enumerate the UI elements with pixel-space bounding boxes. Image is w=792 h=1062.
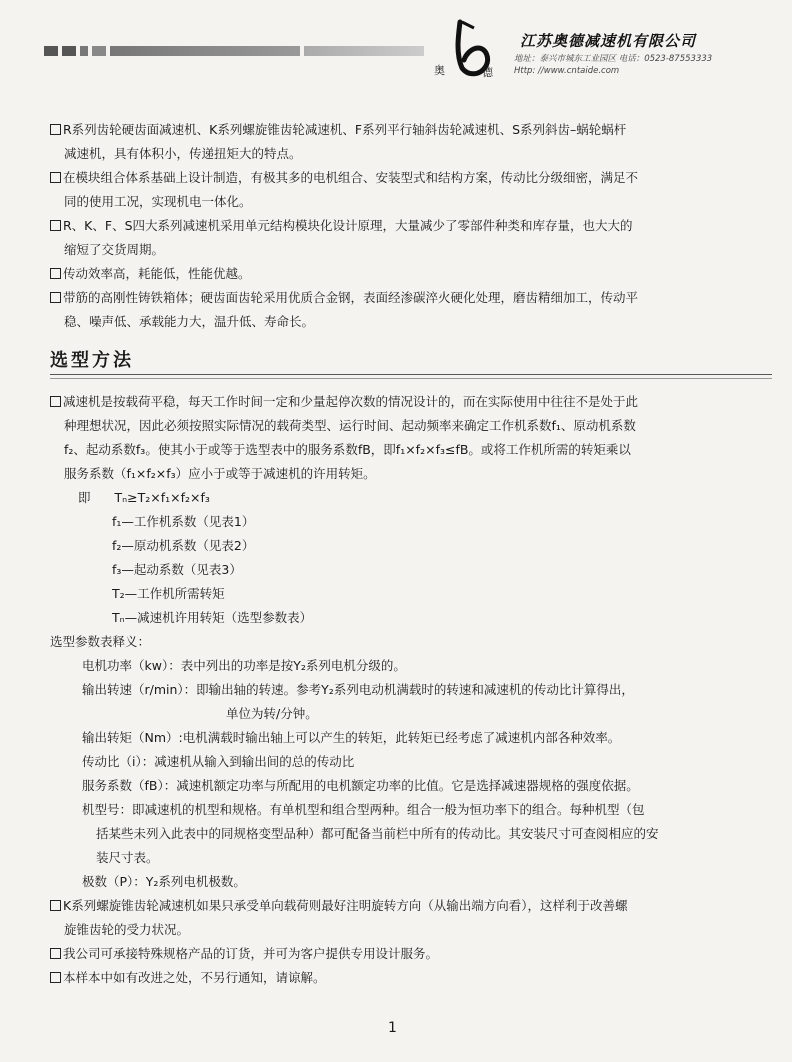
params-list bbox=[82, 654, 659, 894]
param-item: 机型号：即减速机的机型和规格。有单机型和组合型两种。组合一般为恒功率下的组合。每种机型（包 bbox=[82, 802, 645, 817]
checkbox-icon bbox=[50, 900, 61, 911]
formula-def: T₂—工作机所需转矩 bbox=[112, 586, 225, 601]
formula-def: Tₙ—减速机许用转矩（选型参数表） bbox=[112, 610, 313, 625]
feature-item-cont: 同的使用工况，实现机电一体化。 bbox=[64, 194, 252, 209]
formula-main: 即 Tₙ≥T₂×f₁×f₂×f₃ bbox=[78, 490, 210, 505]
feature-list bbox=[50, 118, 638, 334]
header-decorative-bars bbox=[44, 46, 424, 56]
feature-item: 在模块组合体系基础上设计制造，有极其多的电机组合、安装型式和结构方案，传动比分级细密，满足不 bbox=[50, 166, 638, 190]
param-item: 极数（P）：Y₂系列电机极数。 bbox=[82, 874, 246, 889]
param-item-cont: 装尺寸表。 bbox=[96, 850, 159, 865]
logo-char-right: 德 bbox=[482, 66, 493, 79]
param-item-cont: 括某些未列入此表中的同规格变型品种）都可配备当前栏中所有的传动比。其安装尺寸可查阅相应的安 bbox=[96, 826, 659, 841]
checkbox-icon bbox=[50, 268, 61, 279]
checkbox-icon bbox=[50, 972, 61, 983]
param-item-cont: 单位为转/分钟。 bbox=[226, 706, 318, 721]
param-item: 电机功率（kw）：表中列出的功率是按Y₂系列电机分级的。 bbox=[82, 658, 406, 673]
formula-def: f₂—原动机系数（见表2） bbox=[112, 538, 255, 553]
param-item: 传动比（i）：减速机从输入到输出间的总的传动比 bbox=[82, 754, 355, 769]
checkbox-icon bbox=[50, 396, 61, 407]
section-title: 选型方法 bbox=[50, 350, 134, 371]
feature-item-cont: 缩短了交货周期。 bbox=[64, 242, 165, 257]
feature-item-cont: 稳、噪声低、承载能力大，温升低、寿命长。 bbox=[64, 314, 315, 329]
formula-def: f₁—工作机系数（见表1） bbox=[112, 514, 255, 529]
param-item: 输出转矩（Nm）:电机满载时输出轴上可以产生的转矩，此转矩已经考虑了减速机内部各种效率。 bbox=[82, 730, 621, 745]
company-name: 江苏奥德减速机有限公司 bbox=[520, 32, 697, 50]
section-divider-thin bbox=[50, 378, 772, 379]
formula-definitions bbox=[112, 510, 312, 630]
page-number: 1 bbox=[388, 1020, 397, 1036]
formula-def: f₃—起动系数（见表3） bbox=[112, 562, 242, 577]
feature-item: R、K、F、S四大系列减速机采用单元结构模块化设计原理，大量减少了零部件种类和库存量，也大大的 bbox=[50, 214, 638, 238]
checkbox-icon bbox=[50, 172, 61, 183]
feature-item: 传动效率高，耗能低，性能优越。 bbox=[50, 262, 638, 286]
logo-char-left: 奥 bbox=[434, 64, 445, 77]
checkbox-icon bbox=[50, 220, 61, 231]
checkbox-icon bbox=[50, 948, 61, 959]
checkbox-icon bbox=[50, 292, 61, 303]
feature-item: R系列齿轮硬齿面减速机、K系列螺旋锥齿轮减速机、F系列平行轴斜齿轮减速机、S系列斜齿–蜗轮蜗杆 bbox=[50, 118, 638, 142]
method-paragraph: 减速机是按载荷平稳，每天工作时间一定和少量起停次数的情况设计的，而在实际使用中往往不是处于此 种理想状况，因此必须按照实际情况的载荷类型、运行时间、起动频率来确定工作机系数f₁、原动机系数 f₂、起动系数f₃。使其小于或等于选型表中的服务系数fB，即f₁×f₂×f₃≤fB。或将工作机所需的转矩乘以 服务系数（f₁×f₂×f₃）应小于或等于减速机的许用转矩。 bbox=[50, 390, 638, 486]
feature-item: 带筋的高刚性铸铁箱体；硬齿面齿轮采用优质合金钢，表面经渗碳淬火硬化处理，磨齿精细加工，传动平 bbox=[50, 286, 638, 310]
notes-list: K系列螺旋锥齿轮减速机如果只承受单向载荷则最好注明旋转方向（从输出端方向看），这样利于改善螺 旋锥齿轮的受力状况。 我公司可承接特殊规格产品的订货，并可为客户提供专用设计服务。 本样本中如有改进之处，不另行通知，请谅解。 bbox=[50, 894, 627, 990]
company-address: 地址：泰兴市城东工业园区 电话：0523-87553333 bbox=[514, 54, 713, 64]
params-title: 选型参数表释义： bbox=[50, 634, 151, 649]
feature-item-cont: 减速机，具有体积小，传递扭矩大的特点。 bbox=[64, 146, 302, 161]
section-divider bbox=[50, 374, 772, 375]
checkbox-icon bbox=[50, 124, 61, 135]
param-item: 服务系数（fB）：减速机额定功率与所配用的电机额定功率的比值。它是选择减速器规格的强度依据。 bbox=[82, 778, 639, 793]
company-website: Http: //www.cntaide.com bbox=[514, 66, 620, 76]
company-logo bbox=[432, 18, 522, 80]
param-item: 输出转速（r/min）：即输出轴的转速。参考Y₂系列电动机满载时的转速和减速机的传动比计算得出， bbox=[82, 682, 634, 697]
